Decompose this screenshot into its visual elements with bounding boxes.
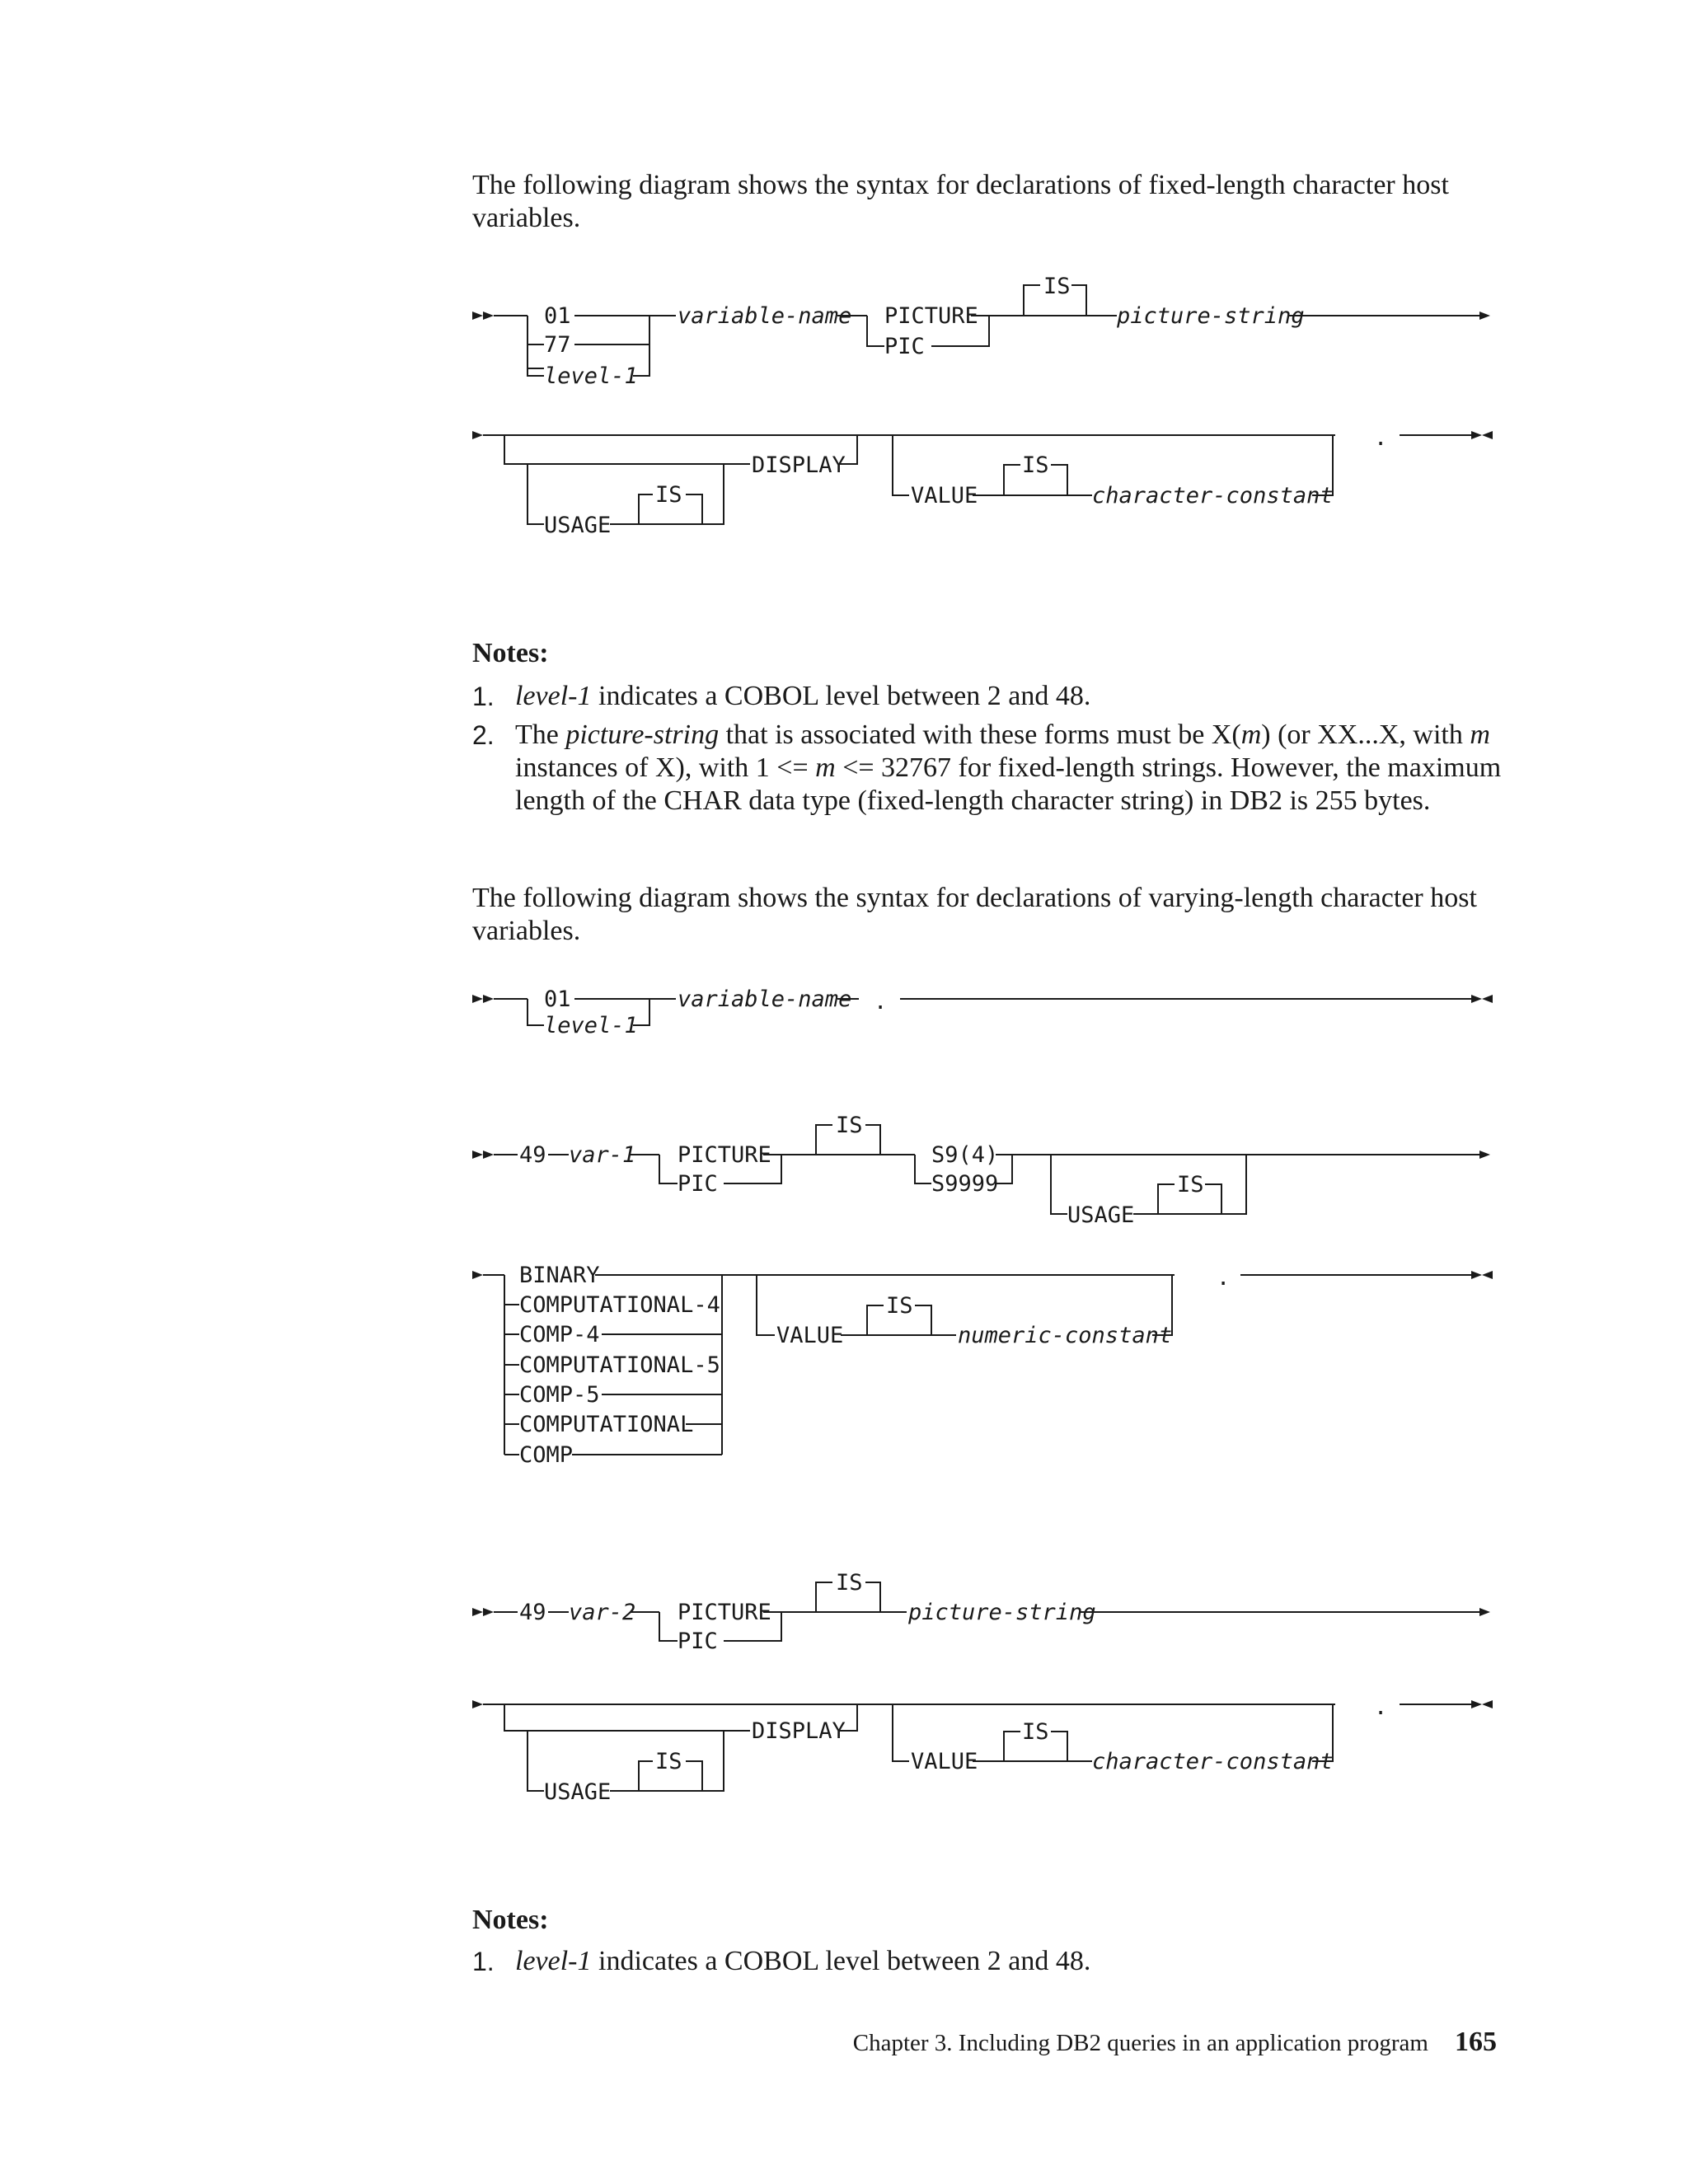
label-numeric-constant: numeric-constant: [958, 1323, 1173, 1348]
label-computational: COMPUTATIONAL: [519, 1412, 694, 1437]
label-variable-name: variable-name: [678, 987, 852, 1012]
page-footer: [853, 2027, 1497, 2058]
label-picture: PICTURE: [678, 1600, 771, 1625]
label-value: VALUE: [776, 1323, 844, 1348]
label-picture-string: picture-string: [908, 1600, 1096, 1625]
label-s9999: S9999: [931, 1171, 999, 1197]
label-is: IS: [886, 1293, 913, 1319]
label-usage: USAGE: [544, 1779, 612, 1805]
label-period: .: [1217, 1265, 1231, 1291]
intro-fixed-length: The following diagram shows the syntax for declarations of fixed-length character host variables.: [472, 170, 1449, 233]
label-pic: PIC: [884, 334, 925, 359]
label-usage: USAGE: [544, 513, 612, 538]
label-01: 01: [544, 987, 571, 1012]
label-picture: PICTURE: [678, 1142, 771, 1168]
intro-varying-length: The following diagram shows the syntax for declarations of varying-length character host variables.: [472, 883, 1477, 946]
label-is: IS: [1022, 1719, 1049, 1745]
label-comp-4: COMP-4: [519, 1322, 600, 1347]
label-s9-4: S9(4): [931, 1142, 999, 1168]
note-1-2: [472, 719, 1503, 818]
label-binary: BINARY: [519, 1263, 600, 1288]
label-value: VALUE: [911, 1749, 978, 1774]
note-1-1: [472, 680, 1503, 713]
label-period: .: [1374, 425, 1388, 451]
label-is: IS: [836, 1570, 863, 1596]
label-level-1: level-1: [544, 1013, 638, 1038]
diagram-var-2-row-1: [472, 1570, 1490, 1654]
page-number: 165: [1455, 2027, 1497, 2057]
note-number: 1.: [472, 682, 495, 711]
label-comp: COMP: [519, 1442, 574, 1468]
label-is: IS: [655, 1749, 682, 1774]
label-77: 77: [544, 332, 571, 358]
label-49: 49: [519, 1600, 546, 1625]
label-display: DISPLAY: [752, 1718, 846, 1744]
label-is: IS: [1043, 274, 1071, 299]
label-value: VALUE: [911, 483, 978, 509]
note-text: The picture-string that is associated with these forms must be X(m) (or XX...X, with m instances of X), with 1 <= m <= 32767 for fixed-length strings. However, the maximum length of the CHAR data type (fixed-length character string) in DB2 is 255 bytes.: [515, 719, 1502, 816]
note-number: 2.: [472, 720, 495, 750]
label-49: 49: [519, 1142, 546, 1168]
note-text: level-1 indicates a COBOL level between 2 and 48.: [515, 1946, 1091, 1976]
diagram-fixed-length-row-1: [472, 274, 1490, 389]
label-level-1: level-1: [544, 363, 638, 389]
label-is: IS: [655, 482, 682, 508]
label-period: .: [1374, 1694, 1388, 1720]
label-usage: USAGE: [1067, 1202, 1135, 1228]
label-is: IS: [1177, 1172, 1204, 1197]
label-is: IS: [1022, 452, 1049, 478]
label-is: IS: [836, 1113, 863, 1138]
label-computational-5: COMPUTATIONAL-5: [519, 1352, 720, 1378]
diagram-var-1-row-2: [472, 1263, 1493, 1468]
note-text: level-1 indicates a COBOL level between 2 and 48.: [515, 681, 1091, 711]
notes-heading: Notes:: [472, 1905, 549, 1935]
label-variable-name: variable-name: [678, 303, 852, 329]
label-pic: PIC: [678, 1171, 718, 1197]
label-comp-5: COMP-5: [519, 1382, 600, 1408]
diagram-var-1-row-1: [472, 1113, 1490, 1228]
note-2-1: [472, 1945, 1503, 1978]
label-picture-string: picture-string: [1117, 303, 1305, 329]
label-display: DISPLAY: [752, 452, 846, 478]
label-character-constant: character-constant: [1092, 1749, 1334, 1774]
label-var-2: var-2: [569, 1600, 636, 1625]
diagram-varying-length-row-1: [472, 987, 1493, 1038]
label-01: 01: [544, 303, 571, 329]
label-character-constant: character-constant: [1092, 483, 1334, 509]
diagram-var-2-row-2: [472, 1694, 1493, 1805]
diagram-fixed-length-row-2: [472, 425, 1493, 538]
label-period: .: [874, 989, 888, 1015]
note-number: 1.: [472, 1947, 495, 1976]
notes-heading: Notes:: [472, 638, 549, 668]
chapter-title: Chapter 3. Including DB2 queries in an application program: [852, 2030, 1428, 2056]
label-var-1: var-1: [569, 1142, 636, 1168]
label-computational-4: COMPUTATIONAL-4: [519, 1292, 720, 1318]
label-picture: PICTURE: [884, 303, 978, 329]
label-pic: PIC: [678, 1629, 718, 1654]
